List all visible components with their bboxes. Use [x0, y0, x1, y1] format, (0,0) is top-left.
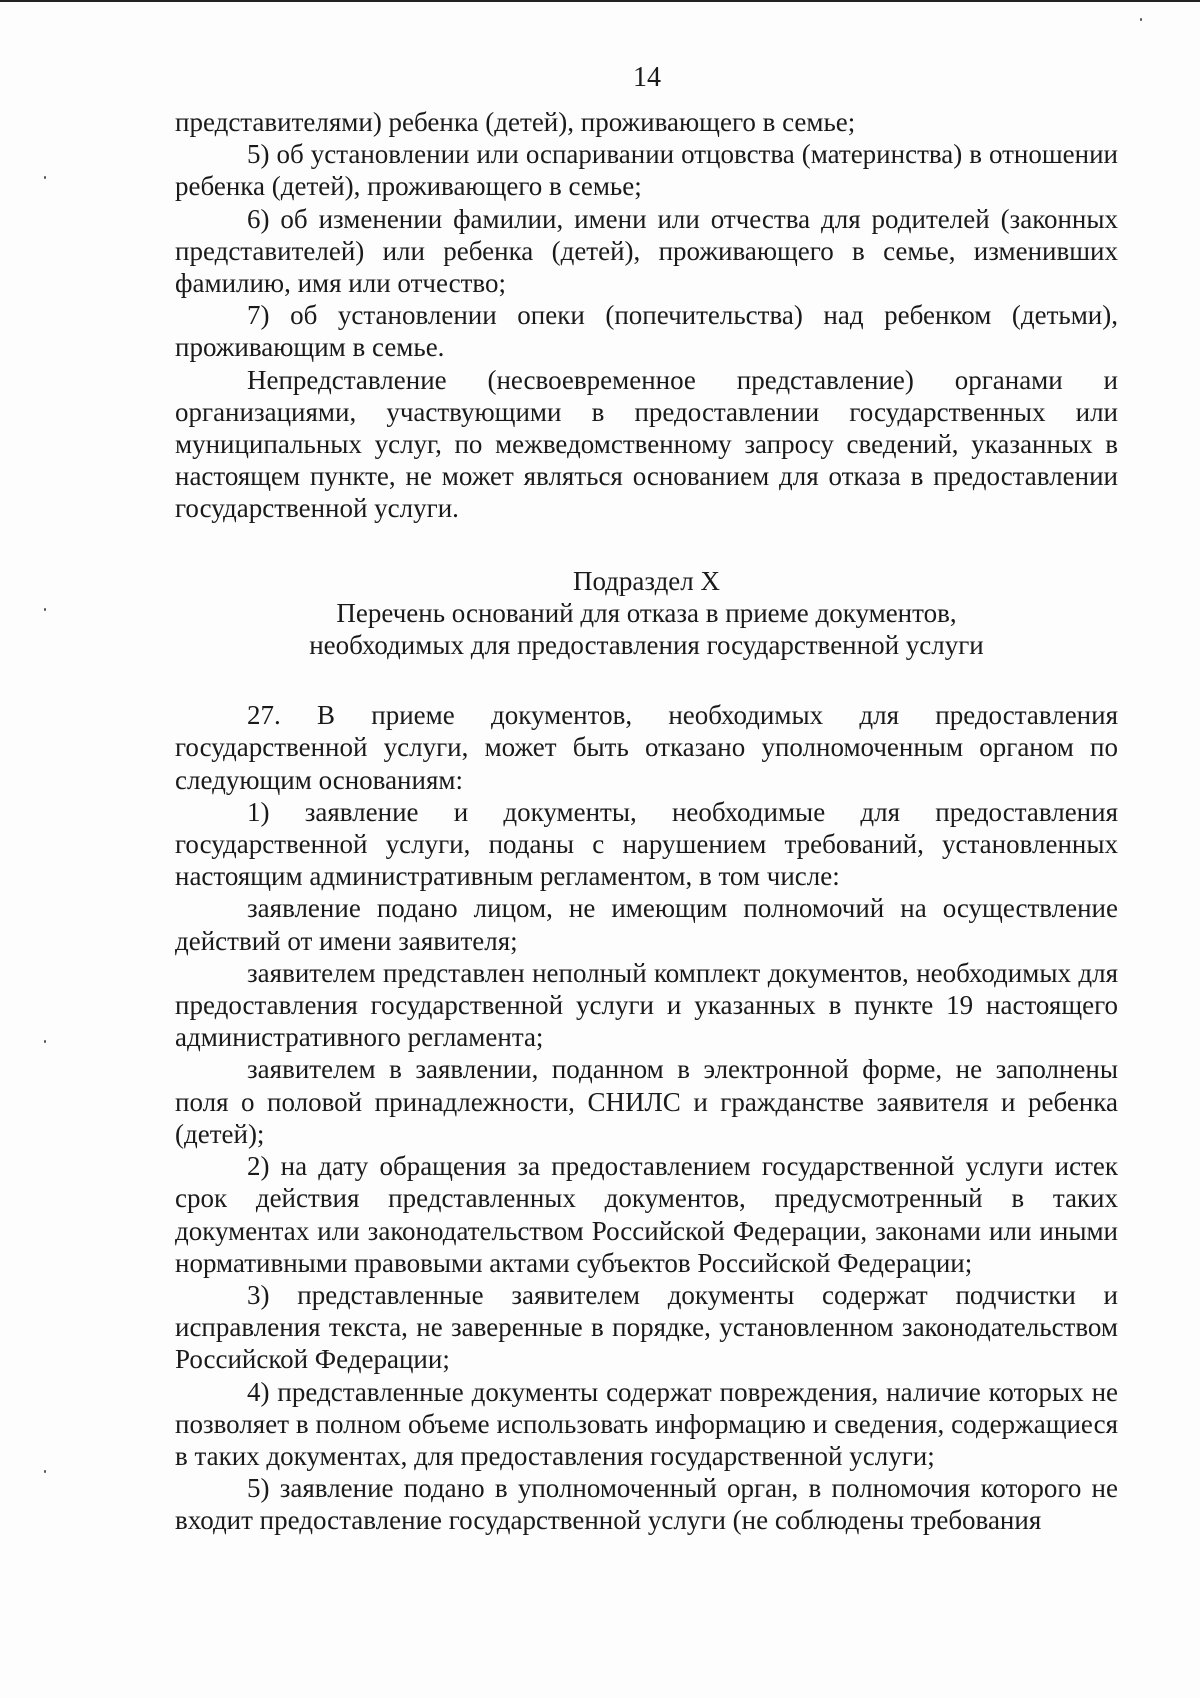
scan-speck [44, 1470, 46, 1473]
paragraph: 6) об изменении фамилии, имени или отчества для родителей (законных представителей) или ребенка (детей), проживающего в семье, изменивших фамилию, имя или отчество; [175, 203, 1118, 299]
section-gap [175, 525, 1118, 565]
document-body [175, 106, 1118, 1537]
scan-speck [44, 176, 46, 179]
subsection-title-line-2: необходимых для предоставления государственной услуги [309, 630, 984, 661]
paragraphs-top [175, 106, 1118, 525]
paragraph: представителями) ребенка (детей), проживающего в семье; [175, 107, 856, 137]
paragraph: 27. В приеме документов, необходимых для предоставления государственной услуги, может быть отказано уполномоченным органом по следующим основаниям: [175, 700, 1118, 795]
paragraph: 1) заявление и документы, необходимые для предоставления государственной услуги, поданы с нарушением требований, установленных настоящим административным регламентом, в том числе: [175, 796, 1118, 892]
paragraph: заявителем представлен неполный комплект документов, необходимых для предоставления государственной услуги и указанных в пункте 19 настоящего административного регламента; [175, 957, 1118, 1053]
paragraph: заявителем в заявлении, поданном в электронной форме, не заполнены поля о половой принадлежности, СНИЛС и гражданстве заявителя и ребенка (детей); [175, 1054, 1118, 1149]
scan-speck [44, 608, 46, 611]
heading-gap [175, 661, 1118, 699]
paragraph: 7) об установлении опеки (попечительства) над ребенком (детьми), проживающим в семье. [175, 300, 1118, 363]
subsection-title-line-1: Перечень оснований для отказа в приеме документов, [336, 597, 957, 628]
scan-speck [1140, 18, 1142, 21]
paragraph: 5) заявление подано в уполномоченный орган, в полномочия которого не входит предоставление государственной услуги (не соблюдены требования [175, 1473, 1118, 1536]
paragraph: 4) представленные документы содержат повреждения, наличие которых не позволяет в полном объеме использовать информацию и сведения, содержащиеся в таких документах, для предоставления государственной услуги; [175, 1376, 1118, 1471]
paragraph: заявление подано лицом, не имеющим полномочий на осуществление действий от имени заявителя; [175, 893, 1118, 956]
scan-speck [44, 1040, 46, 1043]
paragraphs-bottom [175, 699, 1118, 1536]
subsection-label: Подраздел X [572, 565, 721, 596]
paragraph: 2) на дату обращения за предоставлением государственной услуги истек срок действия представленных документов, предусмотренный в таких документах или законодательством Российской Федерации, законами или иными нормативными правовыми актами субъектов Российской Федерации; [175, 1151, 1118, 1278]
page-number: 14 [633, 62, 661, 93]
paragraph: 5) об установлении или оспаривании отцовства (материнства) в отношении ребенка (детей), проживающего в семье; [175, 139, 1118, 202]
paragraph: Непредставление (несвоевременное представление) органами и организациями, участвующими в предоставлении государственных или муниципальных услуг, по межведомственному запросу сведений, указанных в настоящем пункте, не может являться основанием для отказа в предоставлении государственной услуги. [175, 364, 1118, 524]
paragraph: 3) представленные заявителем документы содержат подчистки и исправления текста, не заверенные в порядке, установленном законодательством Российской Федерации; [175, 1279, 1118, 1375]
scan-top-edge [0, 0, 1200, 2]
